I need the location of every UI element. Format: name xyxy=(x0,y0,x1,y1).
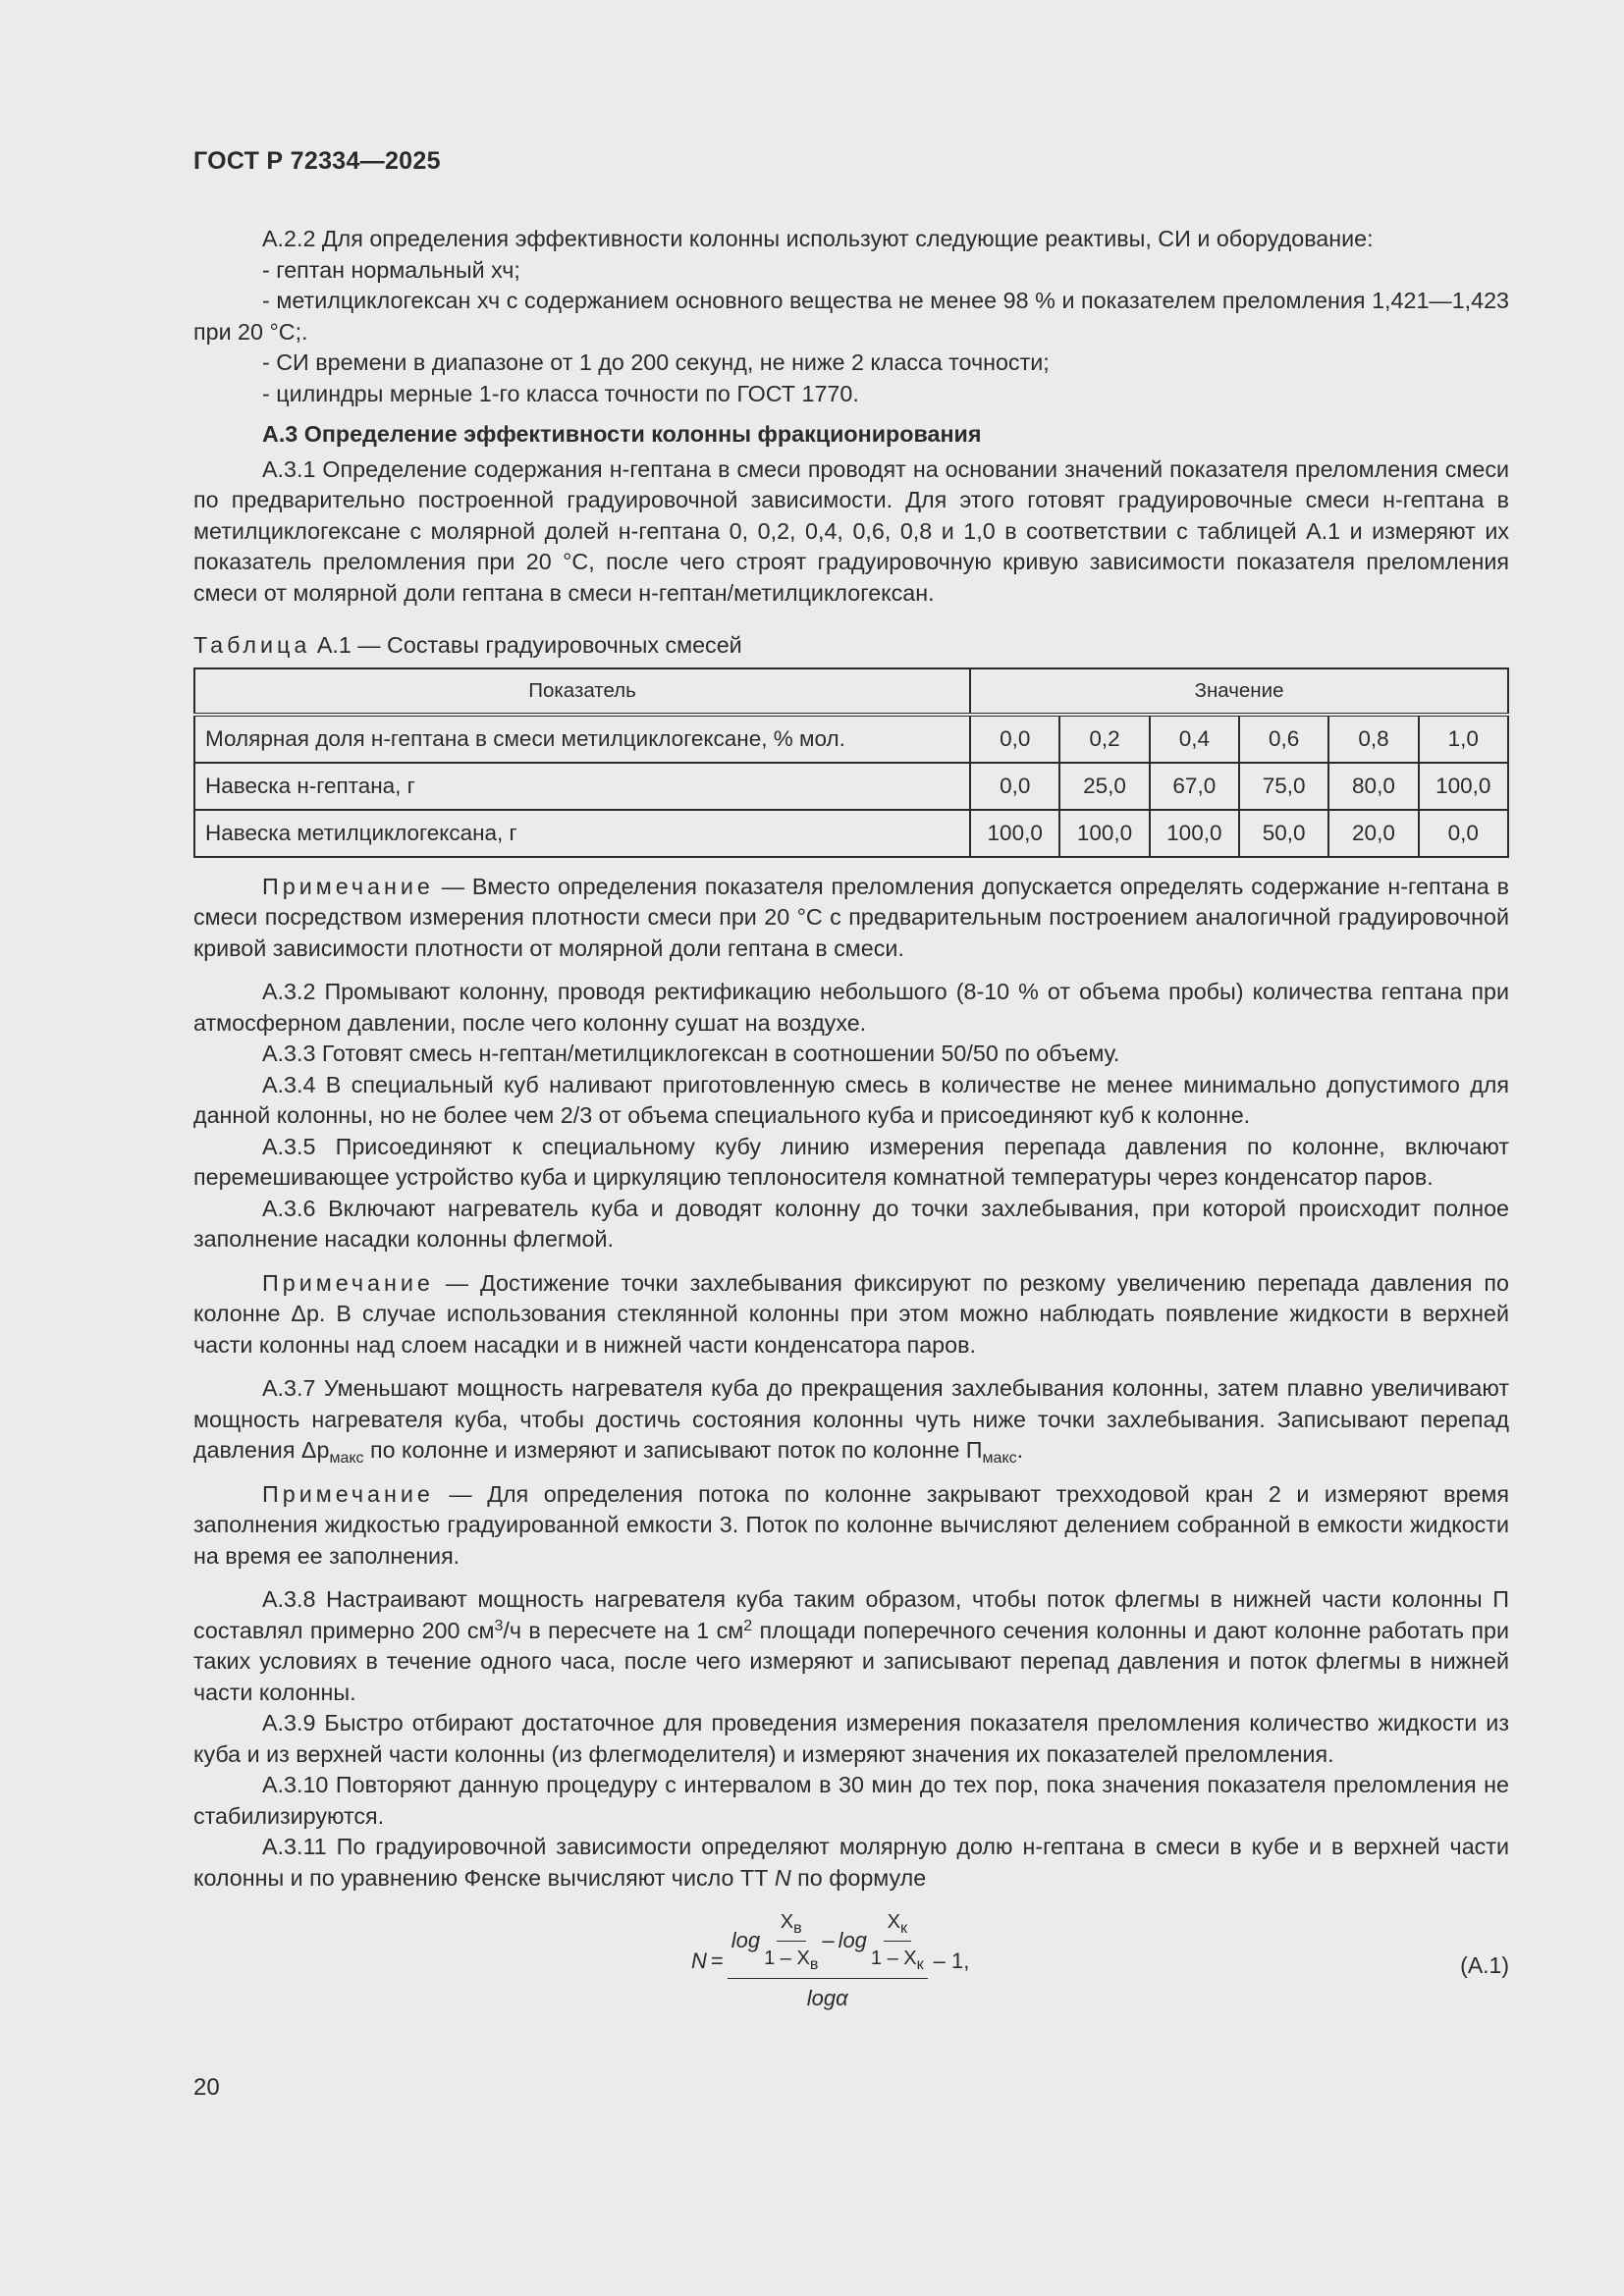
table-cell: 67,0 xyxy=(1150,763,1239,810)
paragraph-a310: А.3.10 Повторяют данную процедуру с интервалом в 30 мин до тех пор, пока значения показателя преломления не стабилизируются. xyxy=(193,1772,1509,1829)
paragraph-a33: А.3.3 Готовят смесь н-гептан/метилциклогексан в соотношении 50/50 по объему. xyxy=(262,1041,1120,1066)
sub-v: в xyxy=(793,1920,802,1937)
var-x: X xyxy=(887,1911,900,1933)
formula-main-fraction xyxy=(728,1907,928,2014)
note-text: — Для определения потока по колонне закрывают трехходовой кран 2 и измеряют время заполнения жидкостью градуированной емкости 3. Поток по колонне вычисляют делением собранной в емкости жидкости на время ее заполнения. xyxy=(193,1480,1509,1569)
list-item-methylcyclohexane: - метилциклогексан хч с содержанием основного вещества не менее 98 % и показателем преломления 1,421—1,423 при 20 °С;. xyxy=(193,288,1509,345)
page-content xyxy=(193,224,1509,2013)
a311-variable: N xyxy=(774,1864,791,1891)
formula-fraction-top xyxy=(764,1907,818,1974)
sub-k: к xyxy=(899,1920,907,1937)
table-cell: 75,0 xyxy=(1239,763,1328,810)
table-header-indicator: Показатель xyxy=(194,668,970,715)
formula-numerator xyxy=(728,1907,928,1979)
paragraph-a311 xyxy=(193,1832,1509,1894)
paragraph-a39: А.3.9 Быстро отбирают достаточное для проведения измерения показателя преломления количество жидкости из куба и из верхней части колонны (из флегмоделителя) и измеряют значения их показателей преломления. xyxy=(193,1710,1509,1767)
table-cell: 0,6 xyxy=(1239,715,1328,763)
formula-fraction-bottom xyxy=(871,1907,924,1974)
table-cell: 0,8 xyxy=(1328,715,1418,763)
paragraph-a35: А.3.5 Присоединяют к специальному кубу линию измерения перепада давления по колонне, включают перемешивающее устройство куба и циркуляцию теплоносителя комнатной температуры через конденсатор паров. xyxy=(193,1133,1509,1190)
formula-denominator: logα xyxy=(806,1986,848,2010)
table-cell: 100,0 xyxy=(1419,763,1508,810)
formula-minus: – xyxy=(822,1928,835,1953)
a37-text-3: . xyxy=(1016,1437,1024,1463)
table-cell: 25,0 xyxy=(1059,763,1149,810)
den-text: 1 – X xyxy=(870,1947,917,1969)
a37-subscript-2: макс xyxy=(982,1450,1017,1467)
table-row xyxy=(194,763,1508,810)
fraction-denominator xyxy=(871,1942,924,1975)
a37-subscript-1: макс xyxy=(329,1450,364,1467)
paragraph-a36: А.3.6 Включают нагреватель куба и доводят колонну до точки захлебывания, при которой происходит полное заполнение насадки колонны флегмой. xyxy=(193,1195,1509,1252)
var-x: X xyxy=(780,1911,794,1933)
table-cell: 0,2 xyxy=(1059,715,1149,763)
table-cell: 1,0 xyxy=(1419,715,1508,763)
a38-superscript-1: 3 xyxy=(494,1617,504,1634)
a38-text-1: А.3.8 Настраивают мощность нагревателя куба таким образом, чтобы поток флегмы в нижней части колонны П составлял примерно 200 см xyxy=(193,1586,1509,1643)
table-cell: 0,4 xyxy=(1150,715,1239,763)
table-row xyxy=(194,810,1508,857)
paragraph-a32: А.3.2 Промывают колонну, проводя ректификацию небольшого (8-10 % от объема пробы) количества гептана при атмосферном давлении, после чего колонну сушат на воздухе. xyxy=(193,979,1509,1036)
table-cell-label: Навеска н-гептана, г xyxy=(194,763,970,810)
table-caption-text: А.1 — Составы градуировочных смесей xyxy=(310,632,742,658)
paragraph-a31: А.3.1 Определение содержания н-гептана в смеси проводят на основании значений показателя преломления смеси по предварительно построенной градуировочной зависимости. Для этого готовят градуировочные смеси н-гептана в метилциклогексане с молярной долей н-гептана 0, 0,2, 0,4, 0,6, 0,8 и 1,0 в соответствии с таблицей А.1 и измеряют их показатель преломления при 20 °С, после чего строят градуировочную кривую зависимости показателя преломления смеси от молярной доли гептана в смеси н-гептан/метилциклогексан. xyxy=(193,455,1509,606)
formula-lhs: N xyxy=(691,1948,707,1973)
den-text: 1 – X xyxy=(764,1947,810,1969)
a38-text-3: площади поперечного сечения колонны и дают колонне работать при таких условиях в течение одного часа, после чего измеряют и записывают перепад давления и поток флегмы в нижней части колонны. xyxy=(193,1617,1509,1705)
list-item-heptane: - гептан нормальный хч; xyxy=(262,256,520,283)
fenske-formula xyxy=(691,1907,969,2014)
formula-equals: = xyxy=(710,1948,724,1973)
note-label: Примечание xyxy=(262,873,434,899)
formula-tail: – 1, xyxy=(933,1948,970,1973)
note-text: — Вместо определения показателя преломления допускается определять содержание н-гептана в смеси посредством измерения плотности смеси при 20 °С с предварительным построением аналогичной градуировочной кривой зависимости плотности от молярной доли гептана в смеси. xyxy=(193,873,1509,961)
calibration-table xyxy=(193,667,1509,858)
table-cell-label: Молярная доля н-гептана в смеси метилциклогексане, % мол. xyxy=(194,715,970,763)
paragraph-a37 xyxy=(193,1373,1509,1467)
a311-text-1: А.3.11 По градуировочной зависимости определяют молярную долю н-гептана в смеси в кубе и в верхней части колонны и по уравнению Фенске вычисляют число ТТ xyxy=(193,1834,1509,1891)
table-cell-label: Навеска метилциклогексана, г xyxy=(194,810,970,857)
fraction-numerator xyxy=(777,1907,806,1942)
fraction-denominator xyxy=(764,1942,818,1975)
note-label: Примечание xyxy=(262,1480,434,1507)
table-cell: 0,0 xyxy=(1419,810,1508,857)
a38-superscript-2: 2 xyxy=(743,1617,753,1634)
table-header-row xyxy=(194,668,1508,715)
formula-log-2: log xyxy=(838,1928,867,1953)
note-text: — Достижение точки захлебывания фиксируют по резкому увеличению перепада давления по колонне Δp. В случае использования стеклянной колонны при этом можно наблюдать появление жидкости в верхней части колонны над слоем насадки и в нижней части конденсатора паров. xyxy=(193,1269,1509,1358)
a311-text-2: по формуле xyxy=(790,1864,927,1891)
table-cell: 100,0 xyxy=(970,810,1059,857)
table-caption xyxy=(193,630,1509,662)
formula-block xyxy=(193,1907,1509,2013)
table-cell: 80,0 xyxy=(1328,763,1418,810)
note-density xyxy=(193,872,1509,965)
paragraph-a34: А.3.4 В специальный куб наливают приготовленную смесь в количестве не менее минимально допустимого для данной колонны, но не более чем 2/3 от объема специального куба и присоединяют куб к колонне. xyxy=(193,1071,1509,1128)
table-cell: 100,0 xyxy=(1059,810,1149,857)
equation-number: (А.1) xyxy=(1460,1952,1509,1978)
note-flow xyxy=(193,1479,1509,1573)
table-cell: 0,0 xyxy=(970,715,1059,763)
table-header-value: Значение xyxy=(970,668,1508,715)
note-flooding xyxy=(193,1268,1509,1362)
a37-text-1: А.3.7 Уменьшают мощность нагревателя куба до прекращения захлебывания колонны, затем плавно увеличивают мощность нагревателя куба, чтобы достичь состояния колонны чуть ниже точки захлебывания. Записывают перепад давления Δp xyxy=(193,1375,1509,1463)
a38-text-2: /ч в пересчете на 1 см xyxy=(503,1617,744,1643)
formula-log-1: log xyxy=(731,1928,761,1953)
table-row xyxy=(194,715,1508,763)
list-item-cylinders: - цилиндры мерные 1-го класса точности по ГОСТ 1770. xyxy=(262,380,859,406)
table-cell: 0,0 xyxy=(970,763,1059,810)
section-heading-a3: А.3 Определение эффективности колонны фракционирования xyxy=(262,421,982,447)
fraction-numerator xyxy=(884,1907,911,1942)
sub-k: к xyxy=(916,1955,924,1973)
paragraph-a22-intro: А.2.2 Для определения эффективности колонны используют следующие реактивы, СИ и оборудование: xyxy=(262,226,1374,251)
paragraph-a38 xyxy=(193,1584,1509,1708)
sub-v: в xyxy=(809,1955,819,1973)
table-cell: 20,0 xyxy=(1328,810,1418,857)
note-label: Примечание xyxy=(262,1269,434,1296)
table-caption-prefix: Таблица xyxy=(193,632,311,658)
a37-text-2: по колонне и измеряют и записывают поток по колонне П xyxy=(363,1437,983,1463)
table-cell: 50,0 xyxy=(1239,810,1328,857)
document-header: ГОСТ Р 72334—2025 xyxy=(193,147,441,175)
table-cell: 100,0 xyxy=(1150,810,1239,857)
page-number: 20 xyxy=(193,2074,220,2101)
list-item-time-instrument: - СИ времени в диапазоне от 1 до 200 секунд, не ниже 2 класса точности; xyxy=(262,349,1050,375)
